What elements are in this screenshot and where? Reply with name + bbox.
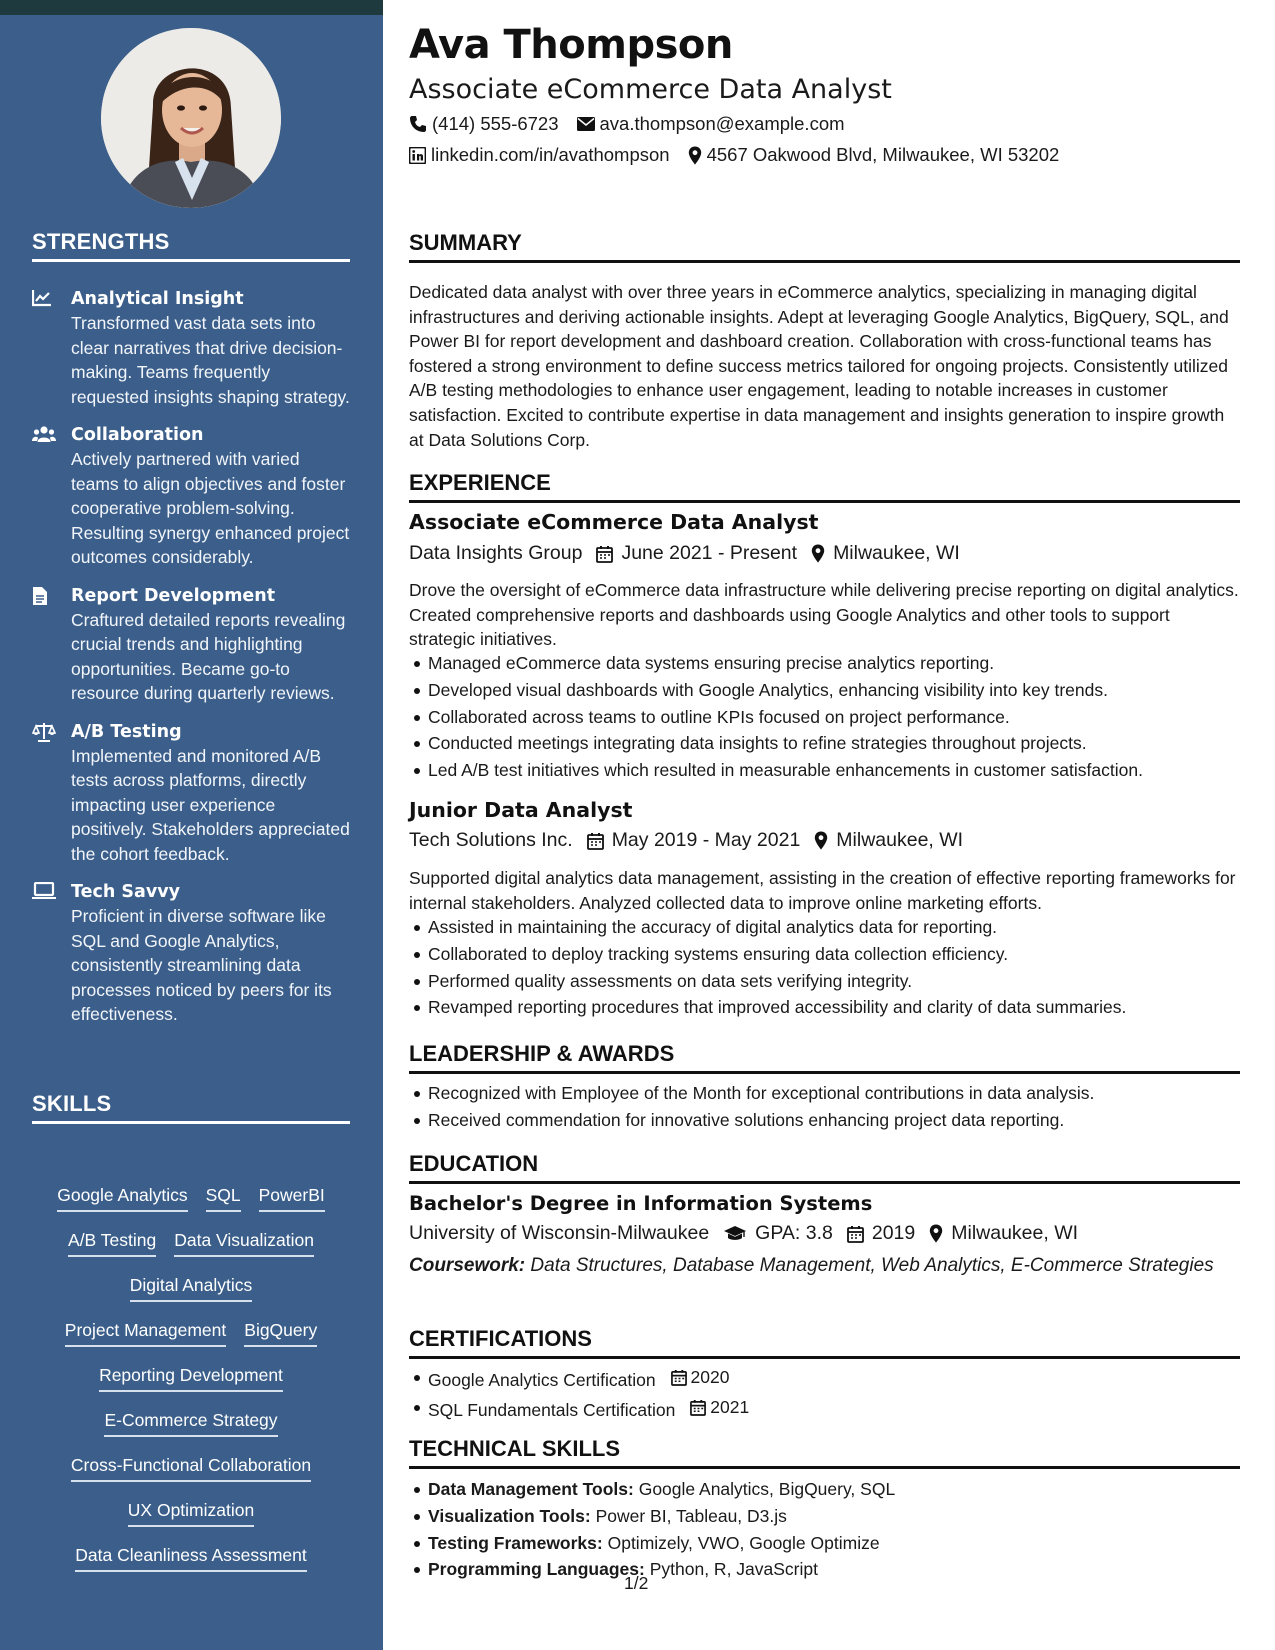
skill-row bbox=[32, 1453, 350, 1498]
job-description: Supported digital analytics data management, assisting in the creation of effective reporting frameworks for internal stakeholders. Analyzed collected data to improve online marketing efforts. bbox=[409, 868, 1236, 913]
list-item bbox=[428, 1364, 1239, 1394]
sidebar bbox=[0, 15, 383, 1650]
strength-item bbox=[32, 880, 352, 1027]
linkedin-icon bbox=[409, 147, 426, 164]
calendar-icon bbox=[847, 1225, 864, 1243]
certification-year-text: 2021 bbox=[710, 1396, 750, 1417]
phone-icon bbox=[409, 115, 427, 133]
page-number: 1/2 bbox=[624, 1573, 649, 1593]
map-pin-icon bbox=[929, 1224, 943, 1243]
company-name: Tech Solutions Inc. bbox=[409, 829, 573, 851]
experience-heading: EXPERIENCE bbox=[409, 470, 1240, 503]
skill-tag: Google Analytics bbox=[57, 1183, 187, 1212]
strength-title: Report Development bbox=[71, 585, 276, 606]
phone bbox=[409, 113, 559, 135]
contact-line-2 bbox=[409, 144, 1077, 166]
coursework-label: Coursework: bbox=[409, 1255, 526, 1276]
list-item: Collaborated to deploy tracking systems ensuring data collection efficiency. bbox=[428, 941, 1239, 968]
calendar-icon bbox=[671, 1369, 687, 1386]
email-address[interactable]: ava.thompson@example.com bbox=[599, 113, 845, 134]
profile-photo bbox=[101, 28, 281, 208]
graduation-year-text: 2019 bbox=[871, 1222, 916, 1244]
list-item bbox=[428, 1530, 1239, 1557]
list-item: Collaborated across teams to outline KPIs focused on project performance. bbox=[428, 704, 1239, 731]
job-meta bbox=[409, 829, 977, 852]
certification-year bbox=[671, 1364, 730, 1391]
certification-year bbox=[690, 1394, 749, 1421]
certification-name: Google Analytics Certification bbox=[428, 1369, 656, 1390]
strength-item bbox=[32, 720, 352, 867]
school-name: University of Wisconsin-Milwaukee bbox=[409, 1222, 710, 1244]
calendar-icon bbox=[596, 545, 613, 563]
job-dates bbox=[596, 542, 797, 565]
skill-tag: BigQuery bbox=[244, 1318, 317, 1347]
job-description: Drove the oversight of eCommerce data infrastructure while delivering precise reporting on digital analytics. Created comprehensive reports and dashboards using Google Analytics and other tools to support strategic initiatives. bbox=[409, 580, 1239, 650]
list-item bbox=[428, 1503, 1239, 1530]
skill-row bbox=[32, 1498, 350, 1543]
job-title: Junior Data Analyst bbox=[409, 798, 633, 822]
skill-tag: Project Management bbox=[65, 1318, 226, 1347]
job-bullets bbox=[409, 650, 1239, 784]
sidebar-top-band bbox=[0, 0, 383, 15]
strength-title: Analytical Insight bbox=[71, 289, 244, 309]
list-item bbox=[428, 1476, 1239, 1503]
map-pin-icon bbox=[814, 831, 828, 850]
technical-skills-heading: TECHNICAL SKILLS bbox=[409, 1436, 1240, 1469]
skill-row bbox=[32, 1228, 350, 1273]
contact-line-1 bbox=[409, 113, 863, 135]
list-item: Developed visual dashboards with Google Analytics, enhancing visibility into key trends. bbox=[428, 677, 1239, 704]
technical-skills-list bbox=[409, 1476, 1239, 1583]
strength-item bbox=[32, 584, 352, 706]
skill-tag: SQL bbox=[206, 1183, 241, 1212]
strength-desc: Actively partnered with varied teams to align objectives and foster cooperative problem-solving. Resulting synergy enhanced project outcomes considerably. bbox=[71, 449, 350, 567]
skill-tag: Data Visualization bbox=[174, 1228, 314, 1257]
skill-tag: Reporting Development bbox=[99, 1363, 283, 1392]
address-text: 4567 Oakwood Blvd, Milwaukee, WI 53202 bbox=[706, 144, 1060, 165]
skill-tag: UX Optimization bbox=[128, 1498, 254, 1527]
skill-category: Data Management Tools: bbox=[428, 1479, 634, 1499]
skill-values: Google Analytics, BigQuery, SQL bbox=[638, 1479, 896, 1499]
strengths-list bbox=[32, 287, 352, 1041]
list-item: Managed eCommerce data systems ensuring precise analytics reporting. bbox=[428, 650, 1239, 677]
certification-year-text: 2020 bbox=[690, 1367, 730, 1387]
candidate-name: Ava Thompson bbox=[409, 22, 733, 68]
summary-text: Dedicated data analyst with over three years in eCommerce analytics, specializing in managing digital infrastructures and deriving actionable insights. Adept at leveraging Google Analytics, BigQuery, SQL, and Power BI for report development and dashboard creation. Collaboration with cross-functional teams has fostered a strong environment to define success metrics tailored for ongoing projects. Consistently utilized A/B testing methodologies to enhance user engagement, leading to notable increases in customer satisfaction. Excited to contribute expertise in data management and insights generation to inspire growth at Data Solutions Corp. bbox=[409, 282, 1229, 450]
candidate-title: Associate eCommerce Data Analyst bbox=[409, 74, 892, 105]
skill-tag: E-Commerce Strategy bbox=[104, 1408, 277, 1437]
graduation-cap-icon bbox=[723, 1225, 747, 1242]
strength-title: Collaboration bbox=[71, 425, 204, 445]
job-location-text: Milwaukee, WI bbox=[833, 542, 960, 564]
skill-tag: Data Cleanliness Assessment bbox=[75, 1543, 307, 1572]
school-location bbox=[929, 1222, 1078, 1245]
skill-row bbox=[32, 1543, 350, 1588]
graduation-year bbox=[847, 1222, 915, 1245]
strength-desc: Implemented and monitored A/B tests across platforms, directly impacting user experience positively. Stakeholders appreciated the cohort feedback. bbox=[71, 745, 350, 864]
envelope-icon bbox=[577, 117, 595, 131]
strength-desc: Transformed vast data sets into clear narratives that drive decision-making. Teams frequently requested insights shaping strategy. bbox=[71, 313, 350, 407]
chart-line-icon bbox=[32, 289, 56, 309]
skill-row bbox=[32, 1273, 350, 1318]
job-meta bbox=[409, 542, 974, 565]
strength-item bbox=[32, 287, 352, 409]
skill-row bbox=[32, 1408, 350, 1453]
coursework bbox=[409, 1254, 1229, 1279]
scale-icon bbox=[32, 722, 56, 742]
skill-tag: A/B Testing bbox=[68, 1228, 156, 1257]
calendar-icon bbox=[587, 832, 604, 850]
list-item bbox=[428, 1556, 1239, 1583]
awards-list bbox=[409, 1080, 1239, 1134]
skill-tag: Cross-Functional Collaboration bbox=[71, 1453, 311, 1482]
summary-heading: SUMMARY bbox=[409, 230, 1240, 263]
job-bullets bbox=[409, 914, 1239, 1021]
education-meta bbox=[409, 1222, 1092, 1245]
gpa-text: GPA: 3.8 bbox=[755, 1222, 833, 1244]
strength-desc: Craftured detailed reports revealing crucial trends and highlighting opportunities. Became go-to resource during quarterly reviews. bbox=[71, 609, 346, 703]
list-item: Recognized with Employee of the Month for exceptional contributions in data analysis. bbox=[428, 1080, 1239, 1107]
certification-name: SQL Fundamentals Certification bbox=[428, 1399, 676, 1420]
list-item: Assisted in maintaining the accuracy of digital analytics data for reporting. bbox=[428, 914, 1239, 941]
degree-title: Bachelor's Degree in Information Systems bbox=[409, 1192, 873, 1215]
job-location bbox=[811, 542, 960, 565]
skill-category: Testing Frameworks: bbox=[428, 1532, 603, 1553]
job-location bbox=[814, 829, 963, 852]
laptop-icon bbox=[32, 882, 56, 902]
skill-category: Visualization Tools: bbox=[428, 1505, 591, 1526]
map-pin-icon bbox=[688, 146, 702, 165]
linkedin[interactable] bbox=[409, 144, 670, 166]
coursework-text: Data Structures, Database Management, Web Analytics, E-Commerce Strategies bbox=[530, 1255, 1214, 1276]
list-item: Performed quality assessments on data sets verifying integrity. bbox=[428, 968, 1239, 995]
strength-desc: Proficient in diverse software like SQL and Google Analytics, consistently streamlining data processes noticed by peers for its effectiveness. bbox=[71, 906, 332, 1024]
skills-heading: SKILLS bbox=[32, 1091, 350, 1124]
list-item bbox=[428, 1394, 1239, 1424]
email[interactable] bbox=[577, 113, 845, 135]
job-location-text: Milwaukee, WI bbox=[836, 829, 964, 851]
job-dates-text: June 2021 - Present bbox=[621, 542, 798, 564]
skill-values: Power BI, Tableau, D3.js bbox=[595, 1505, 787, 1526]
phone-number: (414) 555-6723 bbox=[432, 113, 559, 134]
skill-category: Programming Languages: bbox=[428, 1559, 645, 1580]
strength-item bbox=[32, 423, 352, 570]
avatar bbox=[101, 28, 281, 208]
company-name: Data Insights Group bbox=[409, 542, 583, 564]
gpa bbox=[723, 1222, 833, 1245]
strength-title: Tech Savvy bbox=[71, 882, 181, 902]
users-icon bbox=[32, 425, 56, 445]
skill-values: Optimizely, VWO, Google Optimize bbox=[607, 1532, 880, 1553]
strength-title: A/B Testing bbox=[71, 721, 182, 742]
certifications-list bbox=[409, 1364, 1239, 1423]
skill-row bbox=[32, 1183, 350, 1228]
map-pin-icon bbox=[811, 544, 825, 563]
file-icon bbox=[32, 586, 56, 606]
calendar-icon bbox=[690, 1399, 706, 1416]
job-dates-text: May 2019 - May 2021 bbox=[611, 829, 801, 851]
job-dates bbox=[587, 829, 801, 852]
skills-list bbox=[32, 1183, 350, 1588]
skill-tag: PowerBI bbox=[259, 1183, 325, 1212]
skill-row bbox=[32, 1318, 350, 1363]
list-item: Received commendation for innovative solutions enhancing project data reporting. bbox=[428, 1107, 1239, 1134]
skill-tag: Digital Analytics bbox=[130, 1273, 253, 1302]
address bbox=[688, 144, 1060, 166]
certifications-heading: CERTIFICATIONS bbox=[409, 1326, 1240, 1359]
linkedin-url[interactable]: linkedin.com/in/avathompson bbox=[431, 144, 670, 165]
list-item: Led A/B test initiatives which resulted in measurable enhancements in customer satisfaction. bbox=[428, 757, 1239, 784]
skill-row bbox=[32, 1363, 350, 1408]
strengths-heading: STRENGTHS bbox=[32, 229, 350, 262]
job-title: Associate eCommerce Data Analyst bbox=[409, 510, 819, 534]
skill-values: Python, R, JavaScript bbox=[649, 1559, 818, 1580]
list-item: Revamped reporting procedures that improved accessibility and clarity of data summaries. bbox=[428, 994, 1239, 1021]
awards-heading: LEADERSHIP & AWARDS bbox=[409, 1041, 1240, 1074]
school-location-text: Milwaukee, WI bbox=[951, 1222, 1079, 1244]
list-item: Conducted meetings integrating data insights to refine strategies throughout projects. bbox=[428, 730, 1239, 757]
education-heading: EDUCATION bbox=[409, 1151, 1240, 1184]
